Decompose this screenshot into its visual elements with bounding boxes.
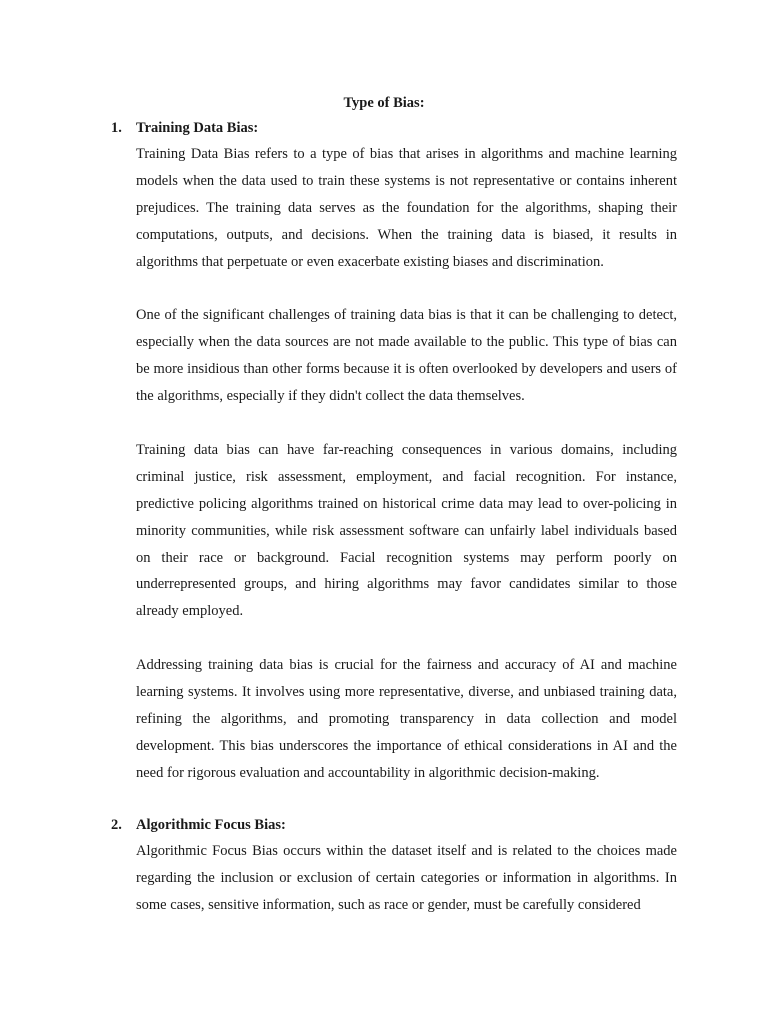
paragraph: One of the significant challenges of training data bias is that it can be challenging to detect, especially when the data sources are not made available to the public. This type of bias can be more insidious than other forms because it is often overlooked by developers and users of the algorithms, especially if they didn't collect the data themselves.	[136, 307, 677, 405]
section-heading-algorithmic-focus-bias	[111, 815, 671, 835]
paragraph: Addressing training data bias is crucial for the fairness and accuracy of AI and machine learning systems. It involves using more representative, diverse, and unbiased training data, refining the algorithms, and promoting transparency in data collection and model development. This bias underscores the importance of ethical considerations in AI and the need for rigorous evaluation and accountability in algorithmic decision-making.	[136, 657, 677, 781]
section-heading-training-data-bias	[111, 118, 671, 138]
section-body-algorithmic-focus-bias	[136, 838, 677, 919]
section-body-training-data-bias	[136, 141, 677, 787]
section-number: 2.	[111, 817, 122, 833]
section-title: Algorithmic Focus Bias:	[136, 817, 286, 833]
section-number: 1.	[111, 120, 122, 136]
paragraph: Algorithmic Focus Bias occurs within the dataset itself and is related to the choices made regarding the inclusion or exclusion of certain categories or information in algorithms. In some cases, sensitive information, such as race or gender, must be carefully considered	[136, 843, 677, 913]
document-title: Type of Bias:	[343, 95, 425, 111]
paragraph: Training Data Bias refers to a type of bias that arises in algorithms and machine learning models when the data used to train these systems is not representative or contains inherent prejudices. The training data serves as the foundation for the algorithms, shaping their computations, outputs, and decisions. When the training data is biased, it results in algorithms that perpetuate or even exacerbate existing biases and discrimination.	[136, 146, 677, 270]
section-title: Training Data Bias:	[136, 120, 259, 136]
paragraph: Training data bias can have far-reaching consequences in various domains, including criminal justice, risk assessment, employment, and facial recognition. For instance, predictive policing algorithms trained on historical crime data may lead to over-policing in minority communities, while risk assessment software can unfairly label individuals based on their race or background. Facial recognition systems may perform poorly on underrepresented groups, and hiring algorithms may favor candidates similar to those already employed.	[136, 441, 677, 620]
